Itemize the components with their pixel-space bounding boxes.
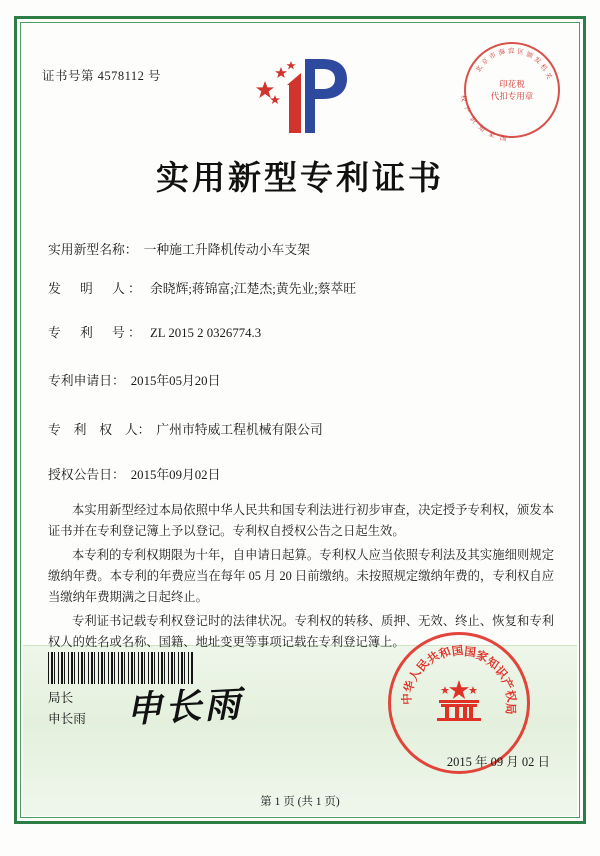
field-application-date (48, 370, 220, 389)
director-role-label: 局长 (48, 691, 74, 705)
page-title: 实用新型专利证书 (156, 161, 444, 197)
official-seal: 中 华 人 民 共 和 国 国 家 知 识 产 权 局 (388, 632, 530, 774)
seal-center-text (482, 78, 542, 102)
paragraph-text: 本实用新型经过本局依照中华人民共和国专利法进行初步审查，决定授予专利权，颁发本证书并在专利登记簿上予以登记。专利权自授权公告之日起生效。 (48, 503, 554, 538)
director-name-label: 申长雨 (48, 712, 86, 726)
field-label: 发 明 人： (48, 282, 144, 296)
signature-labels (48, 688, 86, 730)
certificate-number: 证书号第 4578112 号 (42, 69, 162, 83)
paragraph-text: 专利证书记载专利权登记时的法律状况。专利权的转移、质押、无效、终止、恢复和专利权人的姓名或名称、国籍、地址变更等事项记载在专利登记簿上。 (48, 614, 554, 649)
field-label: 实用新型名称： (48, 243, 138, 257)
page-indicator: 第 1 页 (共 1 页) (260, 796, 340, 808)
seal-center-line-1: 印花税 (499, 79, 525, 89)
field-utility-model-name (48, 239, 310, 258)
paragraph-2 (48, 545, 554, 608)
field-label: 专利申请日： (48, 374, 125, 388)
field-value: 一种施工升降机传动小车支架 (143, 243, 310, 257)
field-patentee (48, 419, 323, 438)
paragraph-1 (48, 500, 554, 542)
field-patent-number (48, 322, 261, 341)
field-label: 授权公告日： (48, 468, 125, 482)
field-value: 2015年05月20日 (130, 374, 221, 388)
field-grant-announcement-date (48, 464, 220, 483)
field-value: ZL 2015 2 0326774.3 (149, 326, 262, 340)
logo-svg (243, 55, 353, 137)
issue-date: 2015 年 09 月 02 日 (446, 755, 550, 769)
field-value: 余晓辉;蒋锦富;江楚杰;黄先业;蔡萃旺 (149, 282, 357, 296)
patent-office-logo (243, 55, 353, 137)
director-handwritten-signature: 申长雨 (125, 683, 245, 731)
paragraph-text: 本专利的专利权期限为十年，自申请日起算。专利权人应当依照专利法及其实施细则规定缴纳年费。本专利的年费应当在每年 05 月 20 日前缴纳。未按照规定缴纳年费的，专利权自应当缴纳年费期满之日起终止。 (48, 548, 554, 604)
field-label: 专 利 号： (48, 326, 144, 340)
field-inventors (48, 278, 356, 297)
seal-top-arc-text: 北 京 市 海 淀 区 颁 发 机 关 国 家 知 识 产 权 (459, 47, 553, 143)
field-value: 2015年09月02日 (130, 468, 221, 482)
field-label: 专 利 权 人： (48, 423, 151, 437)
seal-center-line-2: 代扣专用章 (490, 91, 534, 101)
field-value: 广州市特威工程机械有限公司 (156, 423, 323, 437)
tax-stamp-seal (459, 42, 560, 143)
national-emblem-icon (429, 678, 489, 726)
